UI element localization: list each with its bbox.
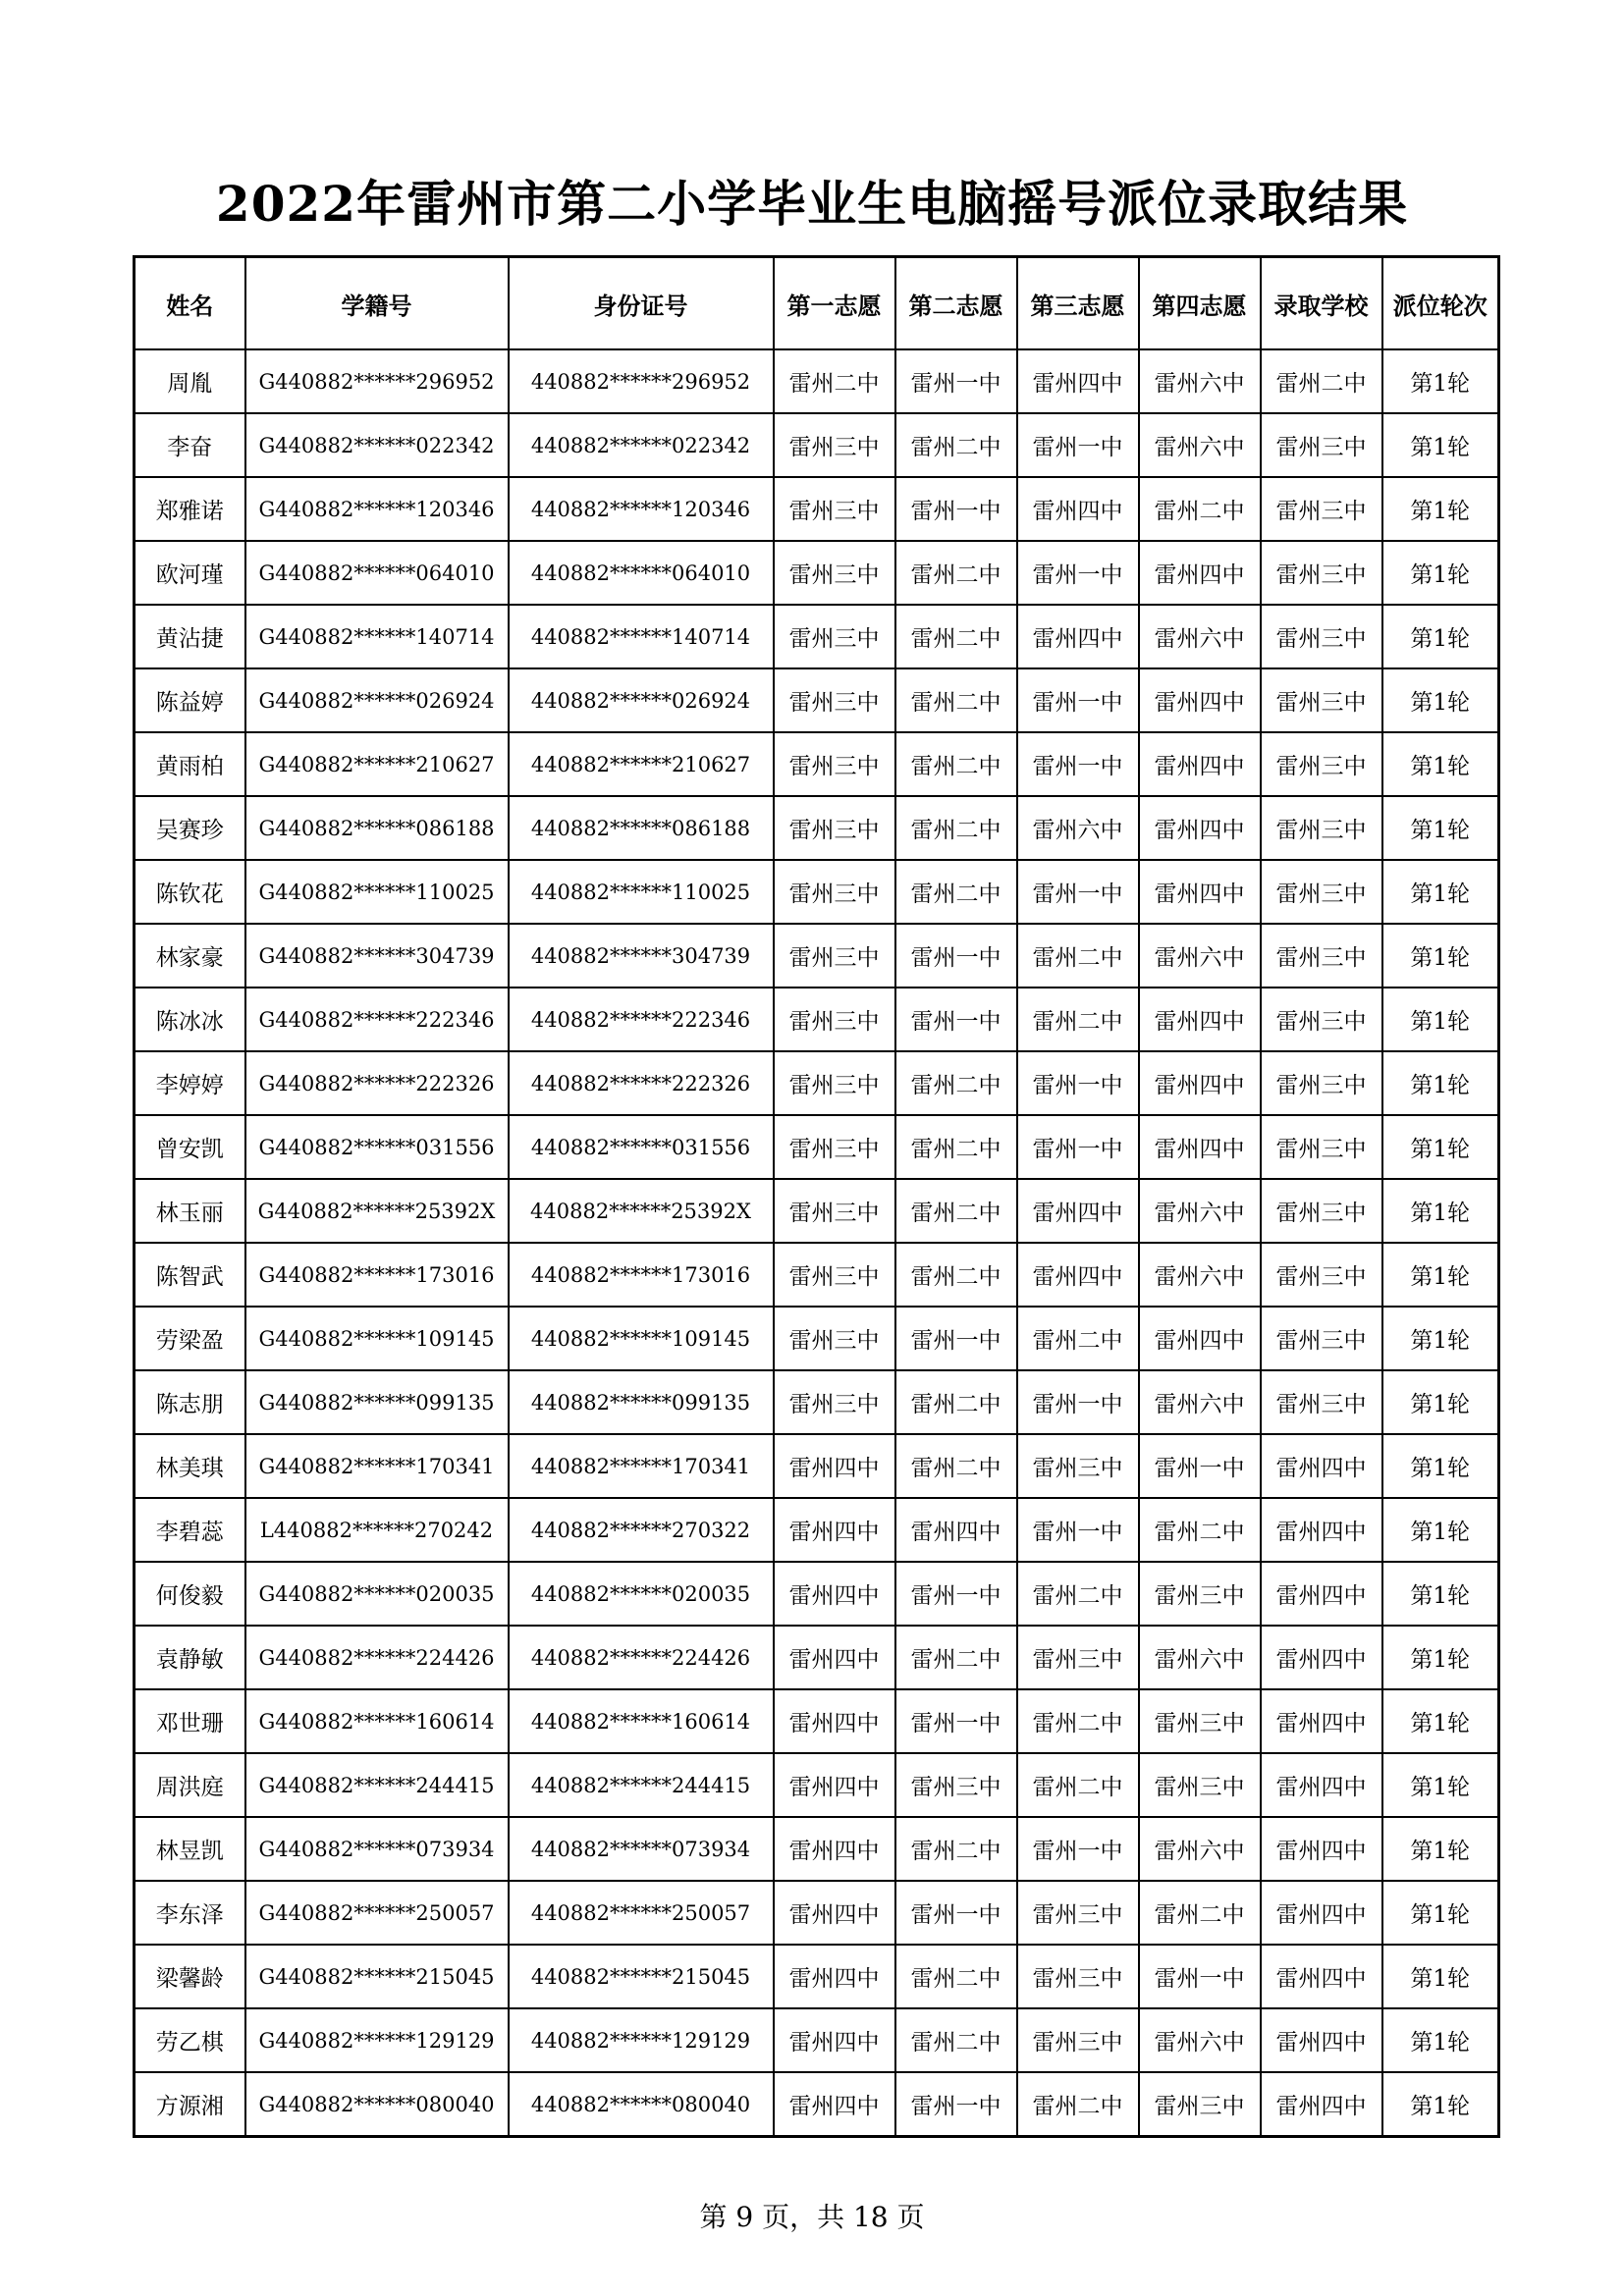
column-header-round: 派位轮次 <box>1382 257 1499 350</box>
cell-choice-4: 雷州四中 <box>1139 1307 1261 1370</box>
cell-admitted-school: 雷州三中 <box>1261 1307 1382 1370</box>
cell-round: 第1轮 <box>1382 1370 1499 1434</box>
cell-name: 黄沾捷 <box>135 605 245 668</box>
cell-name: 梁馨龄 <box>135 1945 245 2008</box>
cell-id-card: 440882******215045 <box>509 1945 774 2008</box>
cell-admitted-school: 雷州三中 <box>1261 1051 1382 1115</box>
cell-choice-3: 雷州三中 <box>1017 1434 1139 1498</box>
cell-id-card: 440882******140714 <box>509 605 774 668</box>
cell-choice-4: 雷州四中 <box>1139 732 1261 796</box>
table-row <box>135 2008 1499 2072</box>
cell-round: 第1轮 <box>1382 349 1499 413</box>
cell-student-id: G440882******173016 <box>245 1243 509 1307</box>
cell-student-id: G440882******224426 <box>245 1626 509 1689</box>
cell-student-id: G440882******170341 <box>245 1434 509 1498</box>
cell-name: 郑雅诺 <box>135 477 245 541</box>
cell-name: 林昱凯 <box>135 1817 245 1881</box>
cell-admitted-school: 雷州四中 <box>1261 1689 1382 1753</box>
cell-admitted-school: 雷州四中 <box>1261 1945 1382 2008</box>
column-header-id-card: 身份证号 <box>509 257 774 350</box>
cell-id-card: 440882******270322 <box>509 1498 774 1562</box>
cell-choice-1: 雷州三中 <box>774 668 895 732</box>
admission-results-table <box>133 255 1500 2138</box>
cell-id-card: 440882******109145 <box>509 1307 774 1370</box>
cell-choice-3: 雷州四中 <box>1017 605 1139 668</box>
table-row <box>135 1498 1499 1562</box>
table-row <box>135 1307 1499 1370</box>
cell-choice-2: 雷州二中 <box>895 1370 1017 1434</box>
table-row <box>135 605 1499 668</box>
cell-choice-2: 雷州二中 <box>895 1051 1017 1115</box>
cell-choice-4: 雷州三中 <box>1139 1562 1261 1626</box>
cell-choice-4: 雷州三中 <box>1139 1689 1261 1753</box>
cell-admitted-school: 雷州四中 <box>1261 1434 1382 1498</box>
cell-choice-3: 雷州二中 <box>1017 1307 1139 1370</box>
cell-choice-3: 雷州一中 <box>1017 1051 1139 1115</box>
cell-choice-1: 雷州三中 <box>774 605 895 668</box>
cell-choice-2: 雷州二中 <box>895 732 1017 796</box>
cell-choice-3: 雷州四中 <box>1017 349 1139 413</box>
cell-choice-4: 雷州六中 <box>1139 349 1261 413</box>
cell-admitted-school: 雷州三中 <box>1261 732 1382 796</box>
cell-id-card: 440882******250057 <box>509 1881 774 1945</box>
cell-round: 第1轮 <box>1382 924 1499 988</box>
cell-round: 第1轮 <box>1382 2008 1499 2072</box>
cell-choice-4: 雷州四中 <box>1139 796 1261 860</box>
cell-choice-2: 雷州二中 <box>895 1115 1017 1179</box>
cell-student-id: G440882******244415 <box>245 1753 509 1817</box>
cell-choice-3: 雷州二中 <box>1017 1689 1139 1753</box>
cell-student-id: G440882******296952 <box>245 349 509 413</box>
cell-choice-4: 雷州三中 <box>1139 2072 1261 2137</box>
cell-round: 第1轮 <box>1382 1434 1499 1498</box>
cell-choice-1: 雷州三中 <box>774 1051 895 1115</box>
table-row <box>135 1945 1499 2008</box>
cell-choice-4: 雷州四中 <box>1139 860 1261 924</box>
cell-choice-3: 雷州一中 <box>1017 668 1139 732</box>
table-row <box>135 1562 1499 1626</box>
cell-round: 第1轮 <box>1382 1307 1499 1370</box>
cell-admitted-school: 雷州三中 <box>1261 605 1382 668</box>
cell-id-card: 440882******173016 <box>509 1243 774 1307</box>
column-header-name: 姓名 <box>135 257 245 350</box>
cell-id-card: 440882******244415 <box>509 1753 774 1817</box>
table-row <box>135 1243 1499 1307</box>
cell-admitted-school: 雷州三中 <box>1261 1115 1382 1179</box>
cell-name: 何俊毅 <box>135 1562 245 1626</box>
cell-choice-2: 雷州一中 <box>895 1881 1017 1945</box>
cell-choice-4: 雷州一中 <box>1139 1945 1261 2008</box>
cell-choice-2: 雷州一中 <box>895 924 1017 988</box>
cell-admitted-school: 雷州三中 <box>1261 1370 1382 1434</box>
cell-choice-4: 雷州六中 <box>1139 924 1261 988</box>
cell-choice-4: 雷州四中 <box>1139 1115 1261 1179</box>
cell-admitted-school: 雷州三中 <box>1261 668 1382 732</box>
cell-round: 第1轮 <box>1382 796 1499 860</box>
cell-name: 劳乙棋 <box>135 2008 245 2072</box>
cell-choice-2: 雷州一中 <box>895 1562 1017 1626</box>
cell-choice-2: 雷州二中 <box>895 668 1017 732</box>
table-row <box>135 1179 1499 1243</box>
cell-choice-3: 雷州二中 <box>1017 2072 1139 2137</box>
cell-round: 第1轮 <box>1382 1689 1499 1753</box>
cell-id-card: 440882******160614 <box>509 1689 774 1753</box>
cell-student-id: G440882******304739 <box>245 924 509 988</box>
column-header-admitted-school: 录取学校 <box>1261 257 1382 350</box>
cell-name: 袁静敏 <box>135 1626 245 1689</box>
cell-round: 第1轮 <box>1382 477 1499 541</box>
cell-round: 第1轮 <box>1382 1626 1499 1689</box>
cell-admitted-school: 雷州四中 <box>1261 1753 1382 1817</box>
table-row <box>135 1434 1499 1498</box>
page-title: 2022年雷州市第二小学毕业生电脑摇号派位录取结果 <box>215 175 1409 233</box>
cell-student-id: G440882******222326 <box>245 1051 509 1115</box>
table-row <box>135 1753 1499 1817</box>
cell-choice-4: 雷州二中 <box>1139 1498 1261 1562</box>
table-header-row <box>135 257 1499 350</box>
table-row <box>135 1370 1499 1434</box>
cell-choice-2: 雷州二中 <box>895 1434 1017 1498</box>
cell-choice-1: 雷州四中 <box>774 1689 895 1753</box>
cell-choice-1: 雷州四中 <box>774 1434 895 1498</box>
cell-choice-1: 雷州三中 <box>774 413 895 477</box>
cell-student-id: G440882******099135 <box>245 1370 509 1434</box>
cell-name: 黄雨柏 <box>135 732 245 796</box>
cell-round: 第1轮 <box>1382 860 1499 924</box>
cell-choice-3: 雷州三中 <box>1017 1881 1139 1945</box>
cell-student-id: G440882******222346 <box>245 988 509 1051</box>
cell-id-card: 440882******073934 <box>509 1817 774 1881</box>
table-row <box>135 349 1499 413</box>
table-row <box>135 1689 1499 1753</box>
cell-student-id: G440882******120346 <box>245 477 509 541</box>
cell-choice-2: 雷州二中 <box>895 2008 1017 2072</box>
cell-choice-2: 雷州二中 <box>895 860 1017 924</box>
cell-admitted-school: 雷州三中 <box>1261 477 1382 541</box>
cell-choice-4: 雷州四中 <box>1139 668 1261 732</box>
cell-id-card: 440882******210627 <box>509 732 774 796</box>
cell-admitted-school: 雷州三中 <box>1261 1243 1382 1307</box>
cell-student-id: G440882******140714 <box>245 605 509 668</box>
cell-choice-3: 雷州一中 <box>1017 1370 1139 1434</box>
cell-choice-3: 雷州一中 <box>1017 541 1139 605</box>
cell-id-card: 440882******120346 <box>509 477 774 541</box>
cell-name: 李东泽 <box>135 1881 245 1945</box>
cell-choice-3: 雷州四中 <box>1017 477 1139 541</box>
cell-name: 林家豪 <box>135 924 245 988</box>
page-footer: 第 9 页，共 18 页 <box>699 2201 925 2233</box>
cell-id-card: 440882******099135 <box>509 1370 774 1434</box>
cell-student-id: G440882******250057 <box>245 1881 509 1945</box>
cell-id-card: 440882******086188 <box>509 796 774 860</box>
cell-id-card: 440882******224426 <box>509 1626 774 1689</box>
cell-name: 吴赛珍 <box>135 796 245 860</box>
cell-choice-2: 雷州二中 <box>895 1179 1017 1243</box>
table-row <box>135 541 1499 605</box>
cell-choice-2: 雷州二中 <box>895 796 1017 860</box>
cell-name: 李碧蕊 <box>135 1498 245 1562</box>
cell-round: 第1轮 <box>1382 541 1499 605</box>
cell-choice-2: 雷州二中 <box>895 605 1017 668</box>
cell-round: 第1轮 <box>1382 988 1499 1051</box>
cell-admitted-school: 雷州四中 <box>1261 2008 1382 2072</box>
cell-choice-2: 雷州一中 <box>895 349 1017 413</box>
cell-choice-3: 雷州一中 <box>1017 413 1139 477</box>
cell-round: 第1轮 <box>1382 668 1499 732</box>
cell-choice-1: 雷州三中 <box>774 477 895 541</box>
cell-id-card: 440882******222346 <box>509 988 774 1051</box>
cell-student-id: G440882******086188 <box>245 796 509 860</box>
cell-id-card: 440882******020035 <box>509 1562 774 1626</box>
cell-student-id: G440882******25392X <box>245 1179 509 1243</box>
cell-name: 陈智武 <box>135 1243 245 1307</box>
cell-choice-4: 雷州一中 <box>1139 1434 1261 1498</box>
cell-choice-1: 雷州三中 <box>774 1243 895 1307</box>
cell-choice-4: 雷州六中 <box>1139 1243 1261 1307</box>
cell-choice-3: 雷州六中 <box>1017 796 1139 860</box>
cell-id-card: 440882******222326 <box>509 1051 774 1115</box>
cell-choice-1: 雷州四中 <box>774 1753 895 1817</box>
cell-choice-3: 雷州三中 <box>1017 1945 1139 2008</box>
cell-student-id: G440882******210627 <box>245 732 509 796</box>
cell-choice-1: 雷州三中 <box>774 1179 895 1243</box>
cell-choice-1: 雷州三中 <box>774 796 895 860</box>
cell-choice-4: 雷州三中 <box>1139 1753 1261 1817</box>
cell-student-id: G440882******110025 <box>245 860 509 924</box>
cell-choice-3: 雷州四中 <box>1017 1243 1139 1307</box>
cell-choice-2: 雷州一中 <box>895 1689 1017 1753</box>
cell-choice-3: 雷州二中 <box>1017 1753 1139 1817</box>
cell-name: 方源湘 <box>135 2072 245 2137</box>
cell-choice-3: 雷州三中 <box>1017 1626 1139 1689</box>
cell-student-id: G440882******031556 <box>245 1115 509 1179</box>
table-row <box>135 1817 1499 1881</box>
cell-choice-3: 雷州一中 <box>1017 1498 1139 1562</box>
cell-choice-3: 雷州一中 <box>1017 860 1139 924</box>
cell-id-card: 440882******026924 <box>509 668 774 732</box>
cell-name: 李婷婷 <box>135 1051 245 1115</box>
cell-admitted-school: 雷州四中 <box>1261 1498 1382 1562</box>
cell-student-id: G440882******064010 <box>245 541 509 605</box>
cell-choice-4: 雷州二中 <box>1139 1881 1261 1945</box>
cell-choice-1: 雷州三中 <box>774 732 895 796</box>
cell-name: 陈冰冰 <box>135 988 245 1051</box>
table-row <box>135 1115 1499 1179</box>
cell-name: 劳梁盈 <box>135 1307 245 1370</box>
cell-choice-1: 雷州三中 <box>774 860 895 924</box>
column-header-choice-4: 第四志愿 <box>1139 257 1261 350</box>
cell-choice-1: 雷州三中 <box>774 988 895 1051</box>
table-row <box>135 732 1499 796</box>
cell-choice-3: 雷州二中 <box>1017 1562 1139 1626</box>
cell-admitted-school: 雷州三中 <box>1261 541 1382 605</box>
cell-admitted-school: 雷州四中 <box>1261 2072 1382 2137</box>
cell-choice-3: 雷州一中 <box>1017 732 1139 796</box>
table-row <box>135 1881 1499 1945</box>
cell-id-card: 440882******304739 <box>509 924 774 988</box>
table-row <box>135 924 1499 988</box>
cell-name: 曾安凯 <box>135 1115 245 1179</box>
cell-choice-1: 雷州四中 <box>774 1817 895 1881</box>
table-row <box>135 668 1499 732</box>
cell-choice-2: 雷州一中 <box>895 2072 1017 2137</box>
cell-choice-4: 雷州二中 <box>1139 477 1261 541</box>
cell-round: 第1轮 <box>1382 1243 1499 1307</box>
cell-choice-2: 雷州一中 <box>895 477 1017 541</box>
cell-name: 林玉丽 <box>135 1179 245 1243</box>
cell-choice-4: 雷州六中 <box>1139 1817 1261 1881</box>
cell-id-card: 440882******031556 <box>509 1115 774 1179</box>
cell-round: 第1轮 <box>1382 1179 1499 1243</box>
cell-name: 欧河瑾 <box>135 541 245 605</box>
cell-name: 林美琪 <box>135 1434 245 1498</box>
cell-choice-3: 雷州四中 <box>1017 1179 1139 1243</box>
column-header-choice-2: 第二志愿 <box>895 257 1017 350</box>
cell-id-card: 440882******25392X <box>509 1179 774 1243</box>
cell-choice-4: 雷州四中 <box>1139 1051 1261 1115</box>
cell-round: 第1轮 <box>1382 732 1499 796</box>
cell-choice-2: 雷州二中 <box>895 541 1017 605</box>
cell-admitted-school: 雷州三中 <box>1261 924 1382 988</box>
cell-name: 陈益婷 <box>135 668 245 732</box>
cell-choice-2: 雷州四中 <box>895 1498 1017 1562</box>
cell-admitted-school: 雷州二中 <box>1261 349 1382 413</box>
cell-round: 第1轮 <box>1382 605 1499 668</box>
cell-admitted-school: 雷州四中 <box>1261 1817 1382 1881</box>
cell-choice-4: 雷州六中 <box>1139 1626 1261 1689</box>
cell-name: 李奋 <box>135 413 245 477</box>
table-row <box>135 413 1499 477</box>
cell-student-id: G440882******022342 <box>245 413 509 477</box>
cell-round: 第1轮 <box>1382 1498 1499 1562</box>
cell-student-id: G440882******160614 <box>245 1689 509 1753</box>
cell-choice-3: 雷州一中 <box>1017 1817 1139 1881</box>
cell-round: 第1轮 <box>1382 1753 1499 1817</box>
cell-student-id: G440882******073934 <box>245 1817 509 1881</box>
cell-choice-2: 雷州二中 <box>895 1243 1017 1307</box>
cell-admitted-school: 雷州三中 <box>1261 796 1382 860</box>
cell-choice-4: 雷州六中 <box>1139 1179 1261 1243</box>
table-body <box>135 349 1499 2137</box>
cell-choice-1: 雷州三中 <box>774 1307 895 1370</box>
cell-student-id: L440882******270242 <box>245 1498 509 1562</box>
cell-admitted-school: 雷州四中 <box>1261 1626 1382 1689</box>
cell-admitted-school: 雷州四中 <box>1261 1562 1382 1626</box>
cell-name: 周胤 <box>135 349 245 413</box>
cell-admitted-school: 雷州四中 <box>1261 1881 1382 1945</box>
cell-choice-3: 雷州二中 <box>1017 924 1139 988</box>
cell-round: 第1轮 <box>1382 413 1499 477</box>
cell-id-card: 440882******064010 <box>509 541 774 605</box>
cell-admitted-school: 雷州三中 <box>1261 413 1382 477</box>
cell-choice-1: 雷州四中 <box>774 1626 895 1689</box>
cell-choice-1: 雷州二中 <box>774 349 895 413</box>
cell-choice-2: 雷州一中 <box>895 988 1017 1051</box>
table-row <box>135 796 1499 860</box>
cell-student-id: G440882******215045 <box>245 1945 509 2008</box>
cell-id-card: 440882******170341 <box>509 1434 774 1498</box>
column-header-choice-3: 第三志愿 <box>1017 257 1139 350</box>
cell-choice-4: 雷州六中 <box>1139 1370 1261 1434</box>
column-header-choice-1: 第一志愿 <box>774 257 895 350</box>
cell-student-id: G440882******129129 <box>245 2008 509 2072</box>
cell-id-card: 440882******022342 <box>509 413 774 477</box>
cell-choice-1: 雷州四中 <box>774 1498 895 1562</box>
cell-choice-3: 雷州三中 <box>1017 2008 1139 2072</box>
table-row <box>135 477 1499 541</box>
cell-choice-2: 雷州一中 <box>895 1307 1017 1370</box>
cell-choice-1: 雷州三中 <box>774 924 895 988</box>
cell-name: 周洪庭 <box>135 1753 245 1817</box>
cell-name: 陈钦花 <box>135 860 245 924</box>
cell-choice-1: 雷州四中 <box>774 1881 895 1945</box>
cell-round: 第1轮 <box>1382 1562 1499 1626</box>
table-row <box>135 1626 1499 1689</box>
table-row <box>135 860 1499 924</box>
cell-id-card: 440882******080040 <box>509 2072 774 2137</box>
cell-admitted-school: 雷州三中 <box>1261 860 1382 924</box>
table-row <box>135 1051 1499 1115</box>
cell-round: 第1轮 <box>1382 1881 1499 1945</box>
cell-choice-1: 雷州三中 <box>774 1115 895 1179</box>
cell-round: 第1轮 <box>1382 1817 1499 1881</box>
cell-admitted-school: 雷州三中 <box>1261 988 1382 1051</box>
cell-name: 陈志朋 <box>135 1370 245 1434</box>
cell-round: 第1轮 <box>1382 1115 1499 1179</box>
cell-student-id: G440882******080040 <box>245 2072 509 2137</box>
cell-choice-1: 雷州三中 <box>774 1370 895 1434</box>
cell-student-id: G440882******026924 <box>245 668 509 732</box>
cell-name: 邓世珊 <box>135 1689 245 1753</box>
cell-student-id: G440882******020035 <box>245 1562 509 1626</box>
cell-choice-4: 雷州六中 <box>1139 2008 1261 2072</box>
cell-choice-2: 雷州二中 <box>895 1945 1017 2008</box>
cell-choice-4: 雷州四中 <box>1139 541 1261 605</box>
column-header-student-id: 学籍号 <box>245 257 509 350</box>
cell-choice-1: 雷州四中 <box>774 1562 895 1626</box>
table-row <box>135 988 1499 1051</box>
cell-choice-1: 雷州四中 <box>774 1945 895 2008</box>
cell-student-id: G440882******109145 <box>245 1307 509 1370</box>
table-row <box>135 2072 1499 2137</box>
cell-choice-4: 雷州六中 <box>1139 413 1261 477</box>
cell-choice-4: 雷州四中 <box>1139 988 1261 1051</box>
cell-choice-1: 雷州三中 <box>774 541 895 605</box>
cell-choice-4: 雷州六中 <box>1139 605 1261 668</box>
cell-id-card: 440882******296952 <box>509 349 774 413</box>
cell-choice-1: 雷州四中 <box>774 2008 895 2072</box>
cell-id-card: 440882******129129 <box>509 2008 774 2072</box>
cell-id-card: 440882******110025 <box>509 860 774 924</box>
cell-choice-1: 雷州四中 <box>774 2072 895 2137</box>
cell-admitted-school: 雷州三中 <box>1261 1179 1382 1243</box>
cell-choice-3: 雷州一中 <box>1017 1115 1139 1179</box>
cell-round: 第1轮 <box>1382 2072 1499 2137</box>
cell-round: 第1轮 <box>1382 1945 1499 2008</box>
cell-round: 第1轮 <box>1382 1051 1499 1115</box>
cell-choice-2: 雷州二中 <box>895 413 1017 477</box>
cell-choice-2: 雷州二中 <box>895 1626 1017 1689</box>
cell-choice-2: 雷州二中 <box>895 1817 1017 1881</box>
cell-choice-3: 雷州二中 <box>1017 988 1139 1051</box>
cell-choice-2: 雷州三中 <box>895 1753 1017 1817</box>
